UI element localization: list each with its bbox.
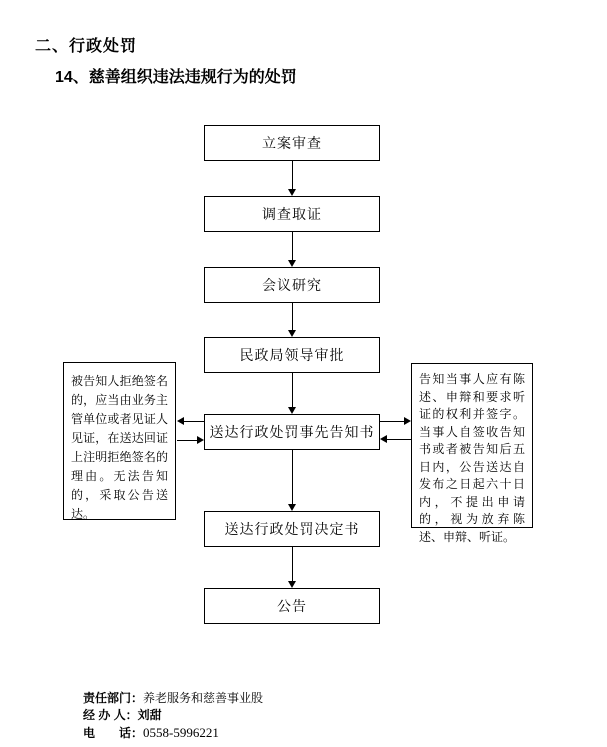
arrow-head-icon [288, 189, 296, 196]
footer-phone-row [83, 724, 263, 742]
flow-step-advance-notice: 送达行政处罚事先告知书 [204, 414, 380, 450]
page-title: 14、慈善组织违法违规行为的处罚 [55, 69, 297, 86]
footer-handler-row [83, 707, 263, 724]
arrow-from-left-note [177, 436, 204, 445]
refusal-to-sign-note: 被告知人拒绝签名的，应当由业务主管单位或者见证人见证，在送达回证上注明拒绝签名的理由。无法告知的，采取公告送达。 [63, 362, 176, 520]
footer-contact-block [83, 690, 263, 742]
arrow-down-1 [288, 161, 297, 196]
arrow-head-icon [288, 581, 296, 588]
arrow-head-icon [288, 407, 296, 414]
arrow-down-2 [288, 232, 297, 267]
arrow-head-icon [288, 504, 296, 511]
flow-step-investigation: 调查取证 [204, 196, 380, 232]
department-label: 责任部门： [83, 691, 144, 705]
arrow-shaft [184, 421, 204, 422]
arrow-shaft [292, 232, 293, 260]
arrow-shaft [292, 450, 293, 504]
arrow-shaft [292, 161, 293, 189]
arrow-from-right-note [380, 435, 411, 444]
arrow-shaft [292, 373, 293, 407]
arrow-to-left-note [177, 417, 204, 426]
arrow-head-icon [380, 435, 387, 443]
flow-step-penalty-decision: 送达行政处罚决定书 [204, 511, 380, 547]
arrow-shaft [387, 439, 411, 440]
rights-notification-note: 告知当事人应有陈述、申辩和要求听证的权利并签字。当事人自签收告知书或者被告知后五日内，公告送达自发布之日起六十日内，不提出申请的，视为放弃陈述、申辩、听证。 [411, 363, 533, 528]
arrow-shaft [292, 547, 293, 581]
arrow-down-5 [288, 450, 297, 511]
handler-value: 刘甜 [137, 708, 162, 722]
section-title: 二、行政处罚 [35, 38, 138, 55]
handler-label: 经 办 人： [83, 708, 138, 722]
department-value: 养老服务和慈善事业股 [143, 691, 264, 705]
arrow-head-icon [404, 417, 411, 425]
arrow-head-icon [197, 436, 204, 444]
flow-step-filing-review: 立案审查 [204, 125, 380, 161]
arrow-head-icon [288, 330, 296, 337]
flow-step-announcement: 公告 [204, 588, 380, 624]
phone-label: 电 话： [83, 726, 144, 740]
arrow-down-3 [288, 303, 297, 337]
flow-step-meeting-review: 会议研究 [204, 267, 380, 303]
arrow-shaft [177, 440, 197, 441]
footer-department-row [83, 690, 263, 707]
arrow-to-right-note [380, 417, 411, 426]
arrow-down-4 [288, 373, 297, 414]
arrow-shaft [380, 421, 404, 422]
flow-step-bureau-approval: 民政局领导审批 [204, 337, 380, 373]
phone-value: 0558-5996221 [143, 725, 219, 740]
arrow-shaft [292, 303, 293, 330]
arrow-head-icon [288, 260, 296, 267]
arrow-head-icon [177, 417, 184, 425]
arrow-down-6 [288, 547, 297, 588]
